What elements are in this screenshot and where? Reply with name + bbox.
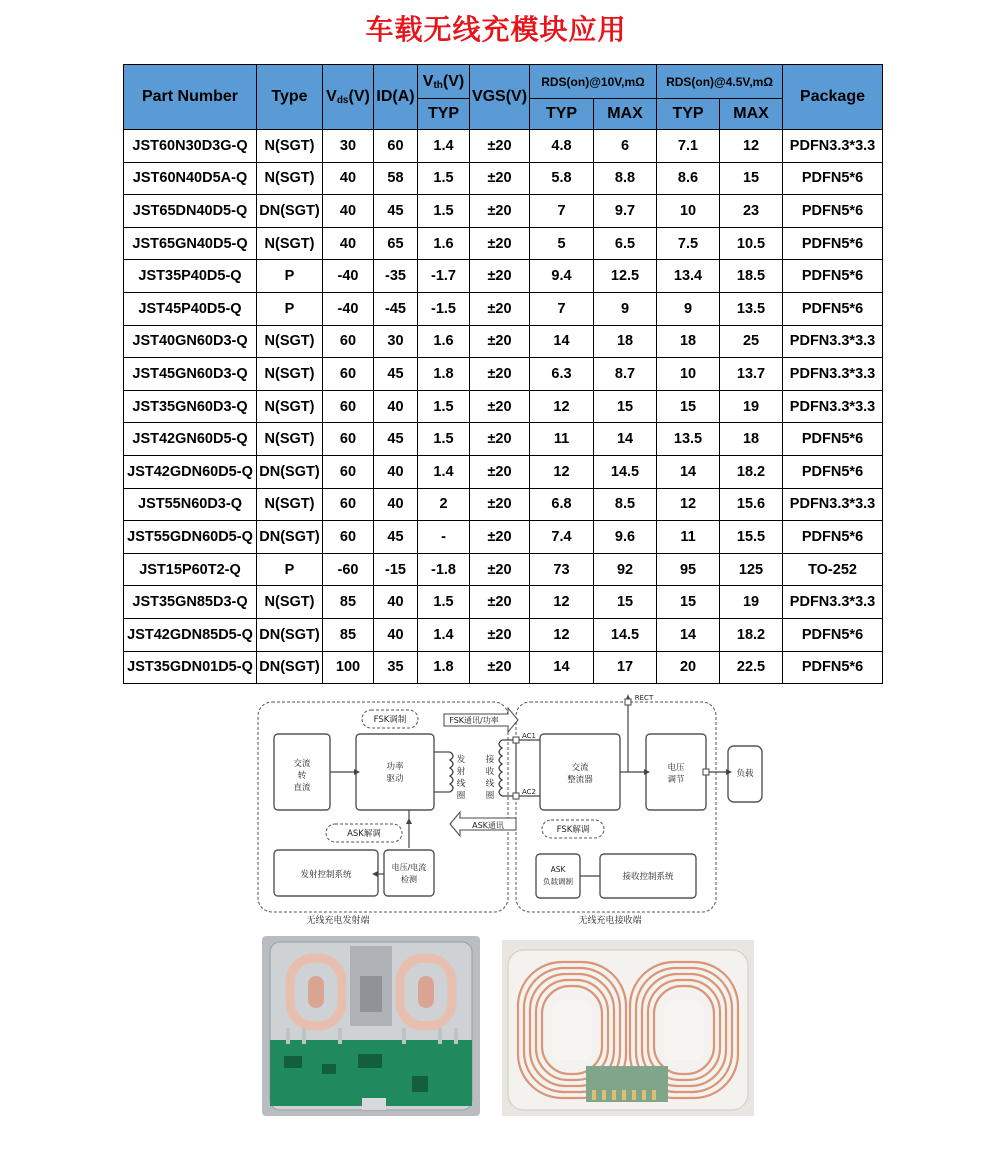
cell-package: PDFN5*6 xyxy=(783,521,883,554)
cell-rds10-typ: 4.8 xyxy=(530,130,594,163)
cell-part-number: JST60N40D5A-Q xyxy=(124,162,257,195)
table-row xyxy=(124,455,883,488)
tx-coil-char-3: 线 xyxy=(456,779,466,789)
table-row xyxy=(124,488,883,521)
cell-rds10-max: 9.6 xyxy=(594,521,657,554)
cell-part-number: JST42GDN60D5-Q xyxy=(124,455,257,488)
cell-vth-typ: 1.6 xyxy=(418,227,470,260)
cell-package: PDFN5*6 xyxy=(783,423,883,456)
table-row xyxy=(124,618,883,651)
cell-rds45-typ: 13.5 xyxy=(657,423,720,456)
mosfet-spec-table xyxy=(123,64,883,684)
cell-id: 60 xyxy=(374,130,418,163)
fsk-comm-label: FSK通讯/功率 xyxy=(449,716,499,725)
cell-package: PDFN3.3*3.3 xyxy=(783,488,883,521)
cell-vds: -60 xyxy=(323,553,374,586)
cell-id: 65 xyxy=(374,227,418,260)
cell-rds10-max: 8.7 xyxy=(594,358,657,391)
rectifier-label-2: 整流器 xyxy=(567,775,593,785)
cell-id: -15 xyxy=(374,553,418,586)
cell-rds45-typ: 11 xyxy=(657,521,720,554)
cell-vth-typ: 1.4 xyxy=(418,455,470,488)
fsk-demod-label: FSK解调 xyxy=(556,825,590,835)
vreg-label-2: 调节 xyxy=(667,775,685,785)
cell-type: N(SGT) xyxy=(257,325,323,358)
table-body xyxy=(124,130,883,684)
cell-vth-typ: 1.4 xyxy=(418,130,470,163)
cell-rds45-typ: 7.5 xyxy=(657,227,720,260)
cell-package: PDFN5*6 xyxy=(783,651,883,684)
cell-type: P xyxy=(257,292,323,325)
cell-part-number: JST40GN60D3-Q xyxy=(124,325,257,358)
cell-vds: 40 xyxy=(323,162,374,195)
table-row xyxy=(124,390,883,423)
cell-rds45-typ: 95 xyxy=(657,553,720,586)
cell-vgs: ±20 xyxy=(470,325,530,358)
cell-vgs: ±20 xyxy=(470,130,530,163)
cell-vgs: ±20 xyxy=(470,260,530,293)
cell-vds: 85 xyxy=(323,618,374,651)
cell-rds10-max: 12.5 xyxy=(594,260,657,293)
cell-part-number: JST65GN40D5-Q xyxy=(124,227,257,260)
cell-rds10-typ: 11 xyxy=(530,423,594,456)
cell-part-number: JST35GN60D3-Q xyxy=(124,390,257,423)
ac-dc-label-3: 直流 xyxy=(293,783,311,793)
cell-vds: 60 xyxy=(323,455,374,488)
table-row xyxy=(124,358,883,391)
cell-package: PDFN5*6 xyxy=(783,227,883,260)
cell-rds10-max: 18 xyxy=(594,325,657,358)
cell-type: N(SGT) xyxy=(257,162,323,195)
cell-vgs: ±20 xyxy=(470,292,530,325)
table-row xyxy=(124,423,883,456)
cell-type: DN(SGT) xyxy=(257,618,323,651)
cell-rds45-typ: 15 xyxy=(657,586,720,619)
cell-rds45-max: 18.2 xyxy=(720,455,783,488)
cell-rds10-typ: 5 xyxy=(530,227,594,260)
cell-rds10-typ: 14 xyxy=(530,651,594,684)
cell-rds45-max: 19 xyxy=(720,390,783,423)
table-row xyxy=(124,325,883,358)
cell-type: DN(SGT) xyxy=(257,455,323,488)
cell-vgs: ±20 xyxy=(470,651,530,684)
pcb-module-photo-icon xyxy=(262,936,480,1116)
tx-control-label: 发射控制系统 xyxy=(300,870,352,880)
cell-rds45-typ: 14 xyxy=(657,618,720,651)
page-title: 车载无线充模块应用 xyxy=(365,13,627,46)
cell-rds10-max: 14 xyxy=(594,423,657,456)
cell-rds10-typ: 12 xyxy=(530,455,594,488)
cell-type: N(SGT) xyxy=(257,390,323,423)
cell-rds45-max: 19 xyxy=(720,586,783,619)
cell-vds: 60 xyxy=(323,488,374,521)
cell-type: DN(SGT) xyxy=(257,651,323,684)
power-drive-block xyxy=(356,734,434,810)
cell-vth-typ: -1.7 xyxy=(418,260,470,293)
vi-detect-block xyxy=(384,850,434,896)
cell-id: -35 xyxy=(374,260,418,293)
cell-id: 45 xyxy=(374,195,418,228)
cell-part-number: JST15P60T2-Q xyxy=(124,553,257,586)
cell-rds10-max: 17 xyxy=(594,651,657,684)
cell-package: PDFN5*6 xyxy=(783,260,883,293)
header-rds10-typ: TYP xyxy=(530,99,594,130)
cell-type: DN(SGT) xyxy=(257,521,323,554)
cell-type: N(SGT) xyxy=(257,227,323,260)
cell-vth-typ: 1.4 xyxy=(418,618,470,651)
cell-type: P xyxy=(257,260,323,293)
power-drive-label-2: 驱动 xyxy=(386,774,404,784)
rx-coil-char-3: 线 xyxy=(485,779,495,789)
cell-vds: 30 xyxy=(323,130,374,163)
cell-rds10-typ: 12 xyxy=(530,586,594,619)
header-rds45-typ: TYP xyxy=(657,99,720,130)
table-row xyxy=(124,130,883,163)
cell-part-number: JST60N30D3G-Q xyxy=(124,130,257,163)
table-row xyxy=(124,227,883,260)
cell-type: N(SGT) xyxy=(257,423,323,456)
cell-package: PDFN3.3*3.3 xyxy=(783,586,883,619)
tx-side-label: 无线充电发射端 xyxy=(306,916,370,926)
cell-vth-typ: -1.5 xyxy=(418,292,470,325)
cell-vth-typ: 1.5 xyxy=(418,423,470,456)
cell-rds10-typ: 73 xyxy=(530,553,594,586)
cell-vth-typ: 1.5 xyxy=(418,586,470,619)
header-rds-10v: RDS(on)@10V,mΩ xyxy=(530,65,657,99)
cell-package: PDFN5*6 xyxy=(783,618,883,651)
cell-vds: 60 xyxy=(323,325,374,358)
cell-vds: -40 xyxy=(323,260,374,293)
cell-vgs: ±20 xyxy=(470,553,530,586)
vi-detect-label-1: 电压/电流 xyxy=(391,863,427,872)
cell-rds10-typ: 7 xyxy=(530,292,594,325)
cell-type: P xyxy=(257,553,323,586)
cell-vds: 100 xyxy=(323,651,374,684)
cell-vgs: ±20 xyxy=(470,195,530,228)
cell-part-number: JST55N60D3-Q xyxy=(124,488,257,521)
cell-id: 35 xyxy=(374,651,418,684)
cell-id: 40 xyxy=(374,488,418,521)
cell-rds45-max: 22.5 xyxy=(720,651,783,684)
cell-package: PDFN3.3*3.3 xyxy=(783,390,883,423)
cell-id: 30 xyxy=(374,325,418,358)
cell-rds45-max: 15.6 xyxy=(720,488,783,521)
cell-rds10-max: 8.8 xyxy=(594,162,657,195)
cell-part-number: JST35P40D5-Q xyxy=(124,260,257,293)
cell-package: PDFN5*6 xyxy=(783,455,883,488)
cell-rds45-typ: 18 xyxy=(657,325,720,358)
cell-rds10-max: 6.5 xyxy=(594,227,657,260)
cell-id: 40 xyxy=(374,390,418,423)
cell-package: PDFN5*6 xyxy=(783,162,883,195)
cell-rds10-typ: 7.4 xyxy=(530,521,594,554)
cell-rds10-typ: 14 xyxy=(530,325,594,358)
cell-vgs: ±20 xyxy=(470,358,530,391)
cell-part-number: JST45P40D5-Q xyxy=(124,292,257,325)
ac-dc-label-1: 交流 xyxy=(293,759,311,769)
power-drive-label-1: 功率 xyxy=(386,762,404,772)
cell-part-number: JST35GDN01D5-Q xyxy=(124,651,257,684)
rx-coil-char-2: 收 xyxy=(485,767,495,777)
table-row xyxy=(124,586,883,619)
cell-part-number: JST55GDN60D5-Q xyxy=(124,521,257,554)
cell-vth-typ: 1.8 xyxy=(418,358,470,391)
cell-type: N(SGT) xyxy=(257,586,323,619)
cell-vds: 60 xyxy=(323,358,374,391)
cell-rds10-max: 9.7 xyxy=(594,195,657,228)
cell-type: N(SGT) xyxy=(257,358,323,391)
cell-rds10-typ: 12 xyxy=(530,390,594,423)
vreg-label-1: 电压 xyxy=(667,763,685,773)
cell-rds45-max: 25 xyxy=(720,325,783,358)
cell-part-number: JST35GN85D3-Q xyxy=(124,586,257,619)
ask-comm-label: ASK通讯 xyxy=(472,821,504,830)
cell-rds10-max: 6 xyxy=(594,130,657,163)
cell-vds: 60 xyxy=(323,390,374,423)
table-row xyxy=(124,553,883,586)
cell-vgs: ±20 xyxy=(470,618,530,651)
cell-rds45-typ: 20 xyxy=(657,651,720,684)
cell-rds10-typ: 9.4 xyxy=(530,260,594,293)
cell-rds45-max: 18.5 xyxy=(720,260,783,293)
header-package: Package xyxy=(783,65,883,130)
header-vth-typ: TYP xyxy=(418,99,470,130)
cell-rds10-typ: 6.8 xyxy=(530,488,594,521)
cell-vth-typ: 2 xyxy=(418,488,470,521)
cell-rds10-typ: 6.3 xyxy=(530,358,594,391)
cell-rds45-max: 13.5 xyxy=(720,292,783,325)
ask-load-mod-label-2: 负载调制 xyxy=(543,877,573,886)
cell-rds10-max: 15 xyxy=(594,586,657,619)
cell-id: 45 xyxy=(374,358,418,391)
cell-id: 40 xyxy=(374,455,418,488)
header-vds: $V_{ds}(V)$ xyxy=(323,65,374,130)
cell-part-number: JST45GN60D3-Q xyxy=(124,358,257,391)
cell-package: PDFN3.3*3.3 xyxy=(783,325,883,358)
cell-rds45-max: 18 xyxy=(720,423,783,456)
cell-id: -45 xyxy=(374,292,418,325)
cell-rds10-max: 14.5 xyxy=(594,455,657,488)
ac-dc-label-2: 转 xyxy=(297,771,307,781)
cell-package: PDFN3.3*3.3 xyxy=(783,130,883,163)
cell-vgs: ±20 xyxy=(470,455,530,488)
cell-type: DN(SGT) xyxy=(257,195,323,228)
cell-vth-typ: -1.8 xyxy=(418,553,470,586)
cell-rds10-typ: 5.8 xyxy=(530,162,594,195)
ask-load-mod-block xyxy=(536,854,580,898)
cell-vgs: ±20 xyxy=(470,390,530,423)
cell-vgs: ±20 xyxy=(470,586,530,619)
ac2-label: AC2 xyxy=(521,788,537,796)
cell-vds: 40 xyxy=(323,195,374,228)
cell-rds45-max: 15 xyxy=(720,162,783,195)
rectifier-label-1: 交流 xyxy=(571,763,589,773)
cell-rds45-max: 23 xyxy=(720,195,783,228)
wireless-charging-block-diagram xyxy=(254,690,766,926)
cell-id: 45 xyxy=(374,423,418,456)
tx-coil-char-4: 圈 xyxy=(456,791,466,801)
ac1-label: AC1 xyxy=(521,732,537,740)
cell-rds45-max: 12 xyxy=(720,130,783,163)
cell-id: 40 xyxy=(374,586,418,619)
cell-rds45-typ: 12 xyxy=(657,488,720,521)
cell-vgs: ±20 xyxy=(470,521,530,554)
tx-coil-char-2: 射 xyxy=(456,767,466,777)
rx-coil-char-4: 圈 xyxy=(485,791,495,801)
cell-rds45-typ: 10 xyxy=(657,195,720,228)
cell-vds: -40 xyxy=(323,292,374,325)
cell-rds45-max: 10.5 xyxy=(720,227,783,260)
cell-vgs: ±20 xyxy=(470,227,530,260)
cell-id: 40 xyxy=(374,618,418,651)
cell-vth-typ: 1.5 xyxy=(418,162,470,195)
cell-rds10-max: 15 xyxy=(594,390,657,423)
cell-rds10-typ: 12 xyxy=(530,618,594,651)
cell-part-number: JST42GN60D5-Q xyxy=(124,423,257,456)
ask-load-mod-label-1: ASK xyxy=(550,865,566,874)
cell-rds10-max: 9 xyxy=(594,292,657,325)
cell-vth-typ: 1.5 xyxy=(418,390,470,423)
table-row xyxy=(124,162,883,195)
header-vgs: VGS(V) xyxy=(470,65,530,130)
header-vth: $V_{th}(V)$ xyxy=(418,65,470,99)
header-rds10-max: MAX xyxy=(594,99,657,130)
cell-rds45-typ: 13.4 xyxy=(657,260,720,293)
cell-package: PDFN5*6 xyxy=(783,292,883,325)
header-type: Type xyxy=(257,65,323,130)
cell-rds45-typ: 10 xyxy=(657,358,720,391)
cell-package: TO-252 xyxy=(783,553,883,586)
cell-part-number: JST65DN40D5-Q xyxy=(124,195,257,228)
tx-coil-char-1: 发 xyxy=(456,755,466,765)
table-row xyxy=(124,651,883,684)
ask-demod-label: ASK解调 xyxy=(347,829,381,839)
cell-vth-typ: - xyxy=(418,521,470,554)
cell-package: PDFN5*6 xyxy=(783,195,883,228)
table-row xyxy=(124,195,883,228)
rx-control-label: 接收控制系统 xyxy=(622,872,674,882)
cell-vgs: ±20 xyxy=(470,162,530,195)
cell-vth-typ: 1.5 xyxy=(418,195,470,228)
cell-vth-typ: 1.6 xyxy=(418,325,470,358)
cell-type: N(SGT) xyxy=(257,130,323,163)
table-row xyxy=(124,260,883,293)
rx-side-label: 无线充电接收端 xyxy=(578,916,642,926)
rect-label: RECT xyxy=(634,694,654,702)
cell-type: N(SGT) xyxy=(257,488,323,521)
header-id: ID(A) xyxy=(374,65,418,130)
table-row xyxy=(124,521,883,554)
cell-vds: 40 xyxy=(323,227,374,260)
cell-rds45-typ: 9 xyxy=(657,292,720,325)
cell-rds45-typ: 15 xyxy=(657,390,720,423)
header-rds-4-5v: RDS(on)@4.5V,mΩ xyxy=(657,65,783,99)
header-rds45-max: MAX xyxy=(720,99,783,130)
cell-vds: 60 xyxy=(323,521,374,554)
cell-rds45-typ: 7.1 xyxy=(657,130,720,163)
cell-package: PDFN3.3*3.3 xyxy=(783,358,883,391)
rx-coil-char-1: 接 xyxy=(485,755,495,765)
cell-id: 45 xyxy=(374,521,418,554)
cell-rds45-typ: 8.6 xyxy=(657,162,720,195)
cell-vgs: ±20 xyxy=(470,488,530,521)
fsk-mod-label: FSK调制 xyxy=(373,715,407,725)
cell-rds45-max: 125 xyxy=(720,553,783,586)
cell-rds45-typ: 14 xyxy=(657,455,720,488)
cell-vds: 85 xyxy=(323,586,374,619)
cell-vgs: ±20 xyxy=(470,423,530,456)
cell-vth-typ: 1.8 xyxy=(418,651,470,684)
cell-rds45-max: 15.5 xyxy=(720,521,783,554)
table-row xyxy=(124,292,883,325)
coil-module-photo-icon xyxy=(502,940,754,1116)
cell-id: 58 xyxy=(374,162,418,195)
cell-rds10-max: 14.5 xyxy=(594,618,657,651)
cell-rds45-max: 13.7 xyxy=(720,358,783,391)
cell-part-number: JST42GDN85D5-Q xyxy=(124,618,257,651)
cell-rds45-max: 18.2 xyxy=(720,618,783,651)
cell-rds10-typ: 7 xyxy=(530,195,594,228)
vi-detect-label-2: 检测 xyxy=(401,875,417,884)
cell-vds: 60 xyxy=(323,423,374,456)
header-part-number: Part Number xyxy=(124,65,257,130)
load-label: 负载 xyxy=(736,769,754,779)
cell-rds10-max: 92 xyxy=(594,553,657,586)
cell-rds10-max: 8.5 xyxy=(594,488,657,521)
